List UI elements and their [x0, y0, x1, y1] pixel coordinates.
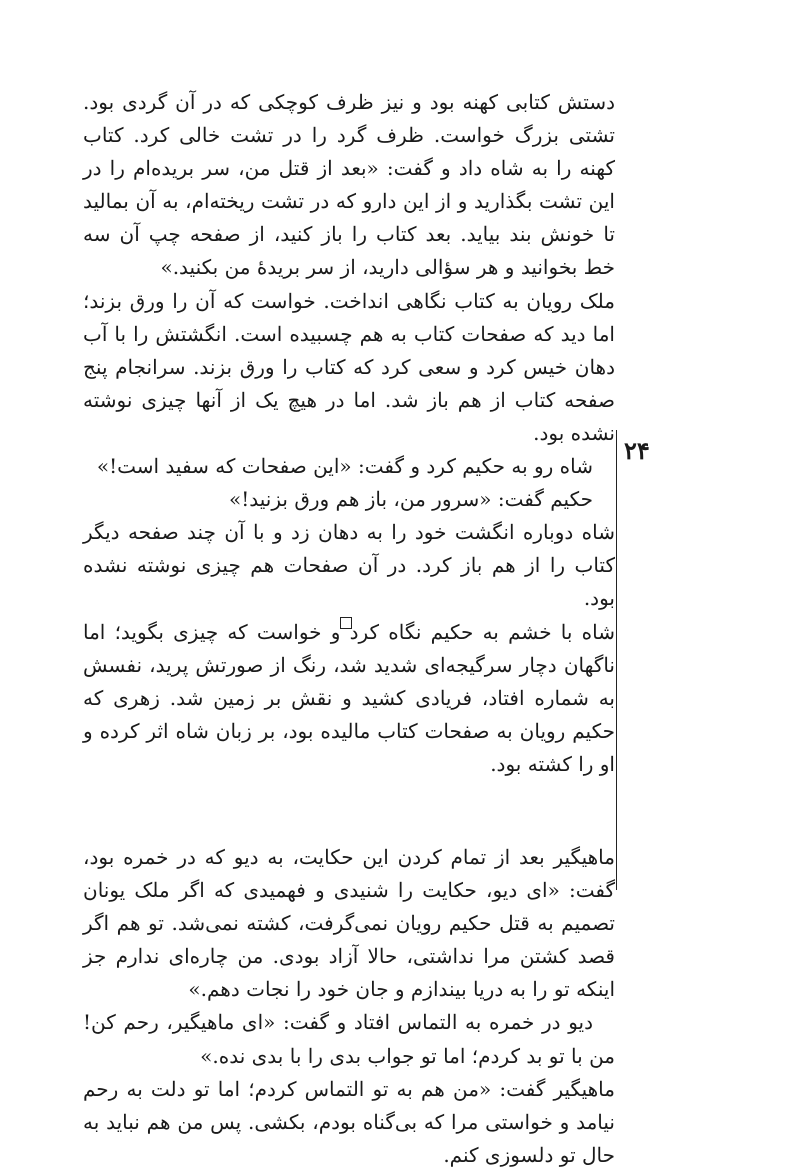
margin-rule-line [616, 430, 617, 890]
paragraph: ماهیگیر بعد از تمام کردن این حکایت، به دیو که در خمره بود، گفت: «ای دیو، حکایت را شنیدی و فهمیدی که اگر ملک یونان تصمیم به قتل حکیم رویان نمی‌گرفت، کشته نمی‌شد. تو هم اگر قصد کشتن مرا نداشتی، حالا آزاد بودی. من چاره‌ای ندارم جز اینکه تو را به دریا بیندازم و جان خود را نجات دهم.» [83, 844, 615, 1002]
paragraph: دستش کتابی کهنه بود و نیز ظرف کوچکی که در آن گردی بود. تشتی بزرگ خواست. ظرف گرد را در تشت خالی کرد. کتاب کهنه را به شاه داد و گفت: «بعد از قتل من، سر بریده‌ام را در این تشت بگذارید و از این دارو که در تشت ریخته‌ام، به آن بمالید تا خونش بند بیاید. بعد کتاب را باز کنید، از صفحه چپ آن سه خط بخوانید و هر سؤالی دارید، از سر بریدهٔ من بکنید.» [83, 90, 615, 280]
page-number: ۲۴ [624, 436, 650, 465]
section-divider-square [340, 617, 352, 629]
paragraph: دیو در خمره به التماس افتاد و گفت: «ای ماهیگیر، رحم کن! من با تو بد کردم؛ اما تو جواب بدی را با بدی نده.» [83, 1010, 615, 1068]
paragraph: ماهیگیر گفت: «من هم به تو التماس کردم؛ اما تو دلت به رحم نیامد و خواستی مرا که بی‌گناه بودم، بکشی. پس من هم نباید به حال تو دلسوزی کنم. [83, 1076, 615, 1167]
paragraph: شاه رو به حکیم کرد و گفت: «این صفحات که سفید است!» [96, 454, 593, 479]
paragraph: حکیم گفت: «سرور من، باز هم ورق بزنید!» [229, 487, 593, 512]
paragraph: شاه دوباره انگشت خود را به دهان زد و با آن چند صفحه دیگر کتاب را از هم باز کرد. در آن صفحات هم چیزی نوشته نشده بود. [83, 520, 615, 611]
paragraph: شاه با خشم به حکیم نگاه کرد و خواست که چیزی بگوید؛ اما ناگهان دچار سرگیجه‌ای شدید شد، رنگ از صورتش پرید، نفسش به شماره افتاد، فریادی کشید و نقش بر زمین شد. زهری که حکیم رویان به صفحات کتاب مالیده بود، بر زبان شاه اثر کرده و او را کشته بود. [83, 619, 615, 776]
paragraph: ملک رویان به کتاب نگاهی انداخت. خواست که آن را ورق بزند؛ اما دید که صفحات کتاب به هم چسبیده است. انگشتش را با آب دهان خیس کرد و سعی کرد که کتاب را ورق بزند. سرانجام پنج صفحه کتاب از هم باز شد. اما در هیچ یک از آنها چیزی نوشته نشده بود. [83, 288, 615, 445]
